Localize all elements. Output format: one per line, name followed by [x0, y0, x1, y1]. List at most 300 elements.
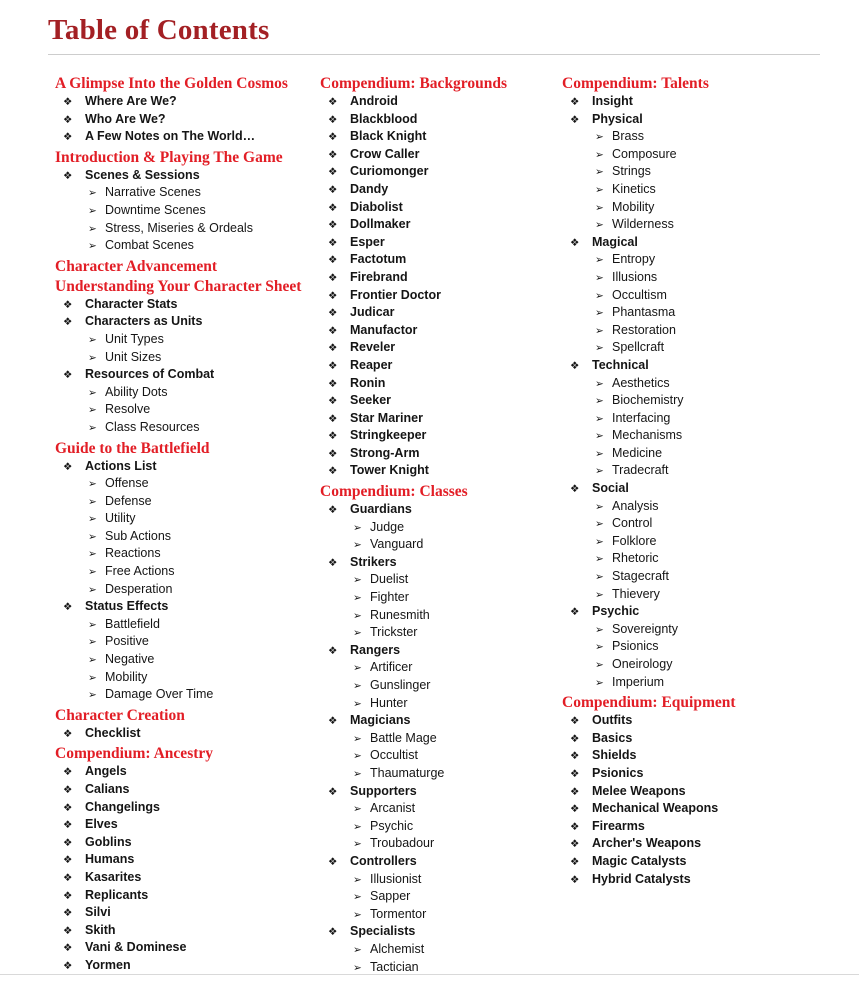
arrow-bullet-icon: ➢ — [595, 254, 604, 267]
toc-entry-label: Outfits — [592, 713, 633, 728]
diamond-bullet-icon: ❖ — [63, 854, 73, 867]
toc-subentry-label: Medicine — [612, 445, 663, 460]
diamond-bullet-icon: ❖ — [328, 465, 338, 478]
arrow-bullet-icon: ➢ — [595, 500, 604, 513]
toc-subentry-label: Strings — [612, 164, 651, 179]
toc-entry-label: Black Knight — [350, 129, 427, 144]
toc-subentry-label: Occultist — [370, 748, 418, 763]
toc-subentry-label: Interfacing — [612, 410, 671, 425]
arrow-bullet-icon: ➢ — [88, 583, 97, 596]
arrow-bullet-icon: ➢ — [595, 201, 604, 214]
toc-subentry-label: Tormentor — [370, 906, 427, 921]
section-heading: Compendium: Backgrounds — [320, 75, 508, 92]
diamond-bullet-icon: ❖ — [328, 644, 338, 657]
diamond-bullet-icon: ❖ — [328, 201, 338, 214]
toc-subentry-label: Sapper — [370, 889, 411, 904]
diamond-bullet-icon: ❖ — [570, 750, 580, 763]
toc-subentry-label: Trickster — [370, 625, 418, 640]
arrow-bullet-icon: ➢ — [595, 183, 604, 196]
arrow-bullet-icon: ➢ — [595, 518, 604, 531]
toc-subentry — [55, 419, 320, 437]
toc-subentry-label: Stagecraft — [612, 569, 669, 584]
toc-subentry-label: Control — [612, 516, 653, 531]
arrow-bullet-icon: ➢ — [88, 689, 97, 702]
toc-entry — [55, 957, 320, 975]
toc-entry-label: Physical — [592, 111, 643, 126]
toc-subentry-label: Kinetics — [612, 181, 656, 196]
toc-subentry-label: Occultism — [612, 287, 667, 302]
diamond-bullet-icon: ❖ — [328, 556, 338, 569]
toc-subentry-label: Combat Scenes — [105, 238, 194, 253]
toc-entry-label: Diabolist — [350, 199, 403, 214]
toc-entry-label: Vani & Dominese — [85, 940, 187, 955]
diamond-bullet-icon: ❖ — [328, 148, 338, 161]
arrow-bullet-icon: ➢ — [353, 697, 362, 710]
section-heading: Compendium: Equipment — [562, 694, 736, 712]
toc-entry-label: Checklist — [85, 725, 141, 740]
diamond-bullet-icon: ❖ — [328, 715, 338, 728]
arrow-bullet-icon: ➢ — [595, 676, 604, 689]
toc-entry — [562, 783, 849, 801]
toc-subentry — [562, 674, 849, 692]
toc-entry-label: Characters as Units — [85, 314, 203, 329]
arrow-bullet-icon: ➢ — [353, 627, 362, 640]
toc-subentry — [55, 493, 320, 511]
toc-entry-label: Kasarites — [85, 869, 142, 884]
toc-entry-label: Skith — [85, 922, 116, 937]
diamond-bullet-icon: ❖ — [328, 289, 338, 302]
diamond-bullet-icon: ❖ — [328, 236, 338, 249]
toc-subentry-label: Artificer — [370, 660, 413, 675]
toc-entry-label: Blackblood — [350, 111, 418, 126]
diamond-bullet-icon: ❖ — [63, 298, 73, 311]
toc-entry-label: Elves — [85, 817, 118, 832]
toc-entry — [562, 603, 849, 621]
toc-subentry-label: Gunslinger — [370, 678, 431, 692]
diamond-bullet-icon: ❖ — [570, 96, 580, 108]
toc-entry — [55, 781, 320, 799]
section-heading: Character Advancement — [55, 257, 218, 275]
toc-subentry — [562, 533, 849, 551]
toc-entry-label: A Few Notes on The World… — [85, 129, 256, 144]
toc-subentry — [320, 800, 562, 818]
diamond-bullet-icon: ❖ — [63, 727, 73, 740]
toc-subentry-label: Offense — [105, 476, 149, 491]
toc-entry-label: Seeker — [350, 393, 392, 408]
arrow-bullet-icon: ➢ — [595, 377, 604, 390]
arrow-bullet-icon: ➢ — [353, 873, 362, 886]
toc-entry-label: Strong-Arm — [350, 445, 420, 460]
toc-subentry — [320, 871, 562, 889]
arrow-bullet-icon: ➢ — [353, 750, 362, 763]
toc-entry-label: Android — [350, 94, 398, 108]
toc-entry-label: Ronin — [350, 375, 386, 390]
toc-entry-label: Star Mariner — [350, 410, 423, 425]
toc-entry — [320, 501, 562, 519]
toc-column-2 — [320, 75, 562, 976]
toc-subentry-label: Thaumaturge — [370, 765, 445, 780]
toc-subentry-label: Brass — [612, 129, 644, 144]
diamond-bullet-icon: ❖ — [570, 785, 580, 798]
diamond-bullet-icon: ❖ — [63, 131, 73, 144]
diamond-bullet-icon: ❖ — [328, 113, 338, 126]
diamond-bullet-icon: ❖ — [63, 316, 73, 329]
toc-entry — [320, 216, 562, 234]
toc-subentry-label: Battle Mage — [370, 730, 437, 745]
diamond-bullet-icon: ❖ — [570, 359, 580, 372]
diamond-bullet-icon: ❖ — [328, 430, 338, 443]
arrow-bullet-icon: ➢ — [353, 662, 362, 675]
toc-entry — [320, 923, 562, 941]
diamond-bullet-icon: ❖ — [63, 801, 73, 814]
toc-entry-label: Social — [592, 481, 629, 496]
diamond-bullet-icon: ❖ — [328, 926, 338, 939]
toc-entry — [55, 128, 320, 146]
toc-entry-label: Goblins — [85, 834, 132, 849]
toc-subentry-label: Positive — [105, 634, 149, 649]
toc-subentry-label: Oneirology — [612, 657, 673, 671]
toc-entry-label: Dandy — [350, 181, 389, 196]
toc-entry — [55, 366, 320, 384]
diamond-bullet-icon: ❖ — [328, 855, 338, 868]
diamond-bullet-icon: ❖ — [63, 819, 73, 832]
toc-entry — [320, 163, 562, 181]
toc-entry — [55, 167, 320, 185]
arrow-bullet-icon: ➢ — [88, 333, 97, 346]
arrow-bullet-icon: ➢ — [353, 539, 362, 552]
toc-entry-label: Reaper — [350, 357, 393, 372]
toc-subentry-label: Phantasma — [612, 305, 676, 320]
arrow-bullet-icon: ➢ — [353, 521, 362, 534]
diamond-bullet-icon: ❖ — [63, 924, 73, 937]
toc-entry-label: Esper — [350, 234, 385, 249]
toc-entry — [320, 853, 562, 871]
toc-entry-label: Magical — [592, 234, 638, 249]
toc-entry — [562, 93, 849, 111]
section-heading: Compendium: Classes — [320, 483, 468, 501]
diamond-bullet-icon: ❖ — [328, 504, 338, 517]
toc-subentry-label: Downtime Scenes — [105, 202, 206, 217]
toc-entry — [320, 251, 562, 269]
diamond-bullet-icon: ❖ — [63, 601, 73, 614]
arrow-bullet-icon: ➢ — [353, 574, 362, 587]
toc-subentry-label: Psionics — [612, 639, 659, 654]
diamond-bullet-icon: ❖ — [63, 369, 73, 382]
toc-entry-label: Supporters — [350, 783, 417, 798]
diamond-bullet-icon: ❖ — [63, 907, 73, 920]
arrow-bullet-icon: ➢ — [595, 148, 604, 161]
diamond-bullet-icon: ❖ — [570, 113, 580, 126]
section-heading: Guide to the Battlefield — [55, 439, 210, 457]
diamond-bullet-icon: ❖ — [328, 307, 338, 320]
toc-subentry — [320, 730, 562, 748]
toc-subentry — [55, 384, 320, 402]
arrow-bullet-icon: ➢ — [595, 571, 604, 584]
toc-subentry — [562, 146, 849, 164]
diamond-bullet-icon: ❖ — [328, 166, 338, 179]
arrow-bullet-icon: ➢ — [88, 495, 97, 508]
toc-subentry — [562, 269, 849, 287]
toc-entry — [562, 111, 849, 129]
toc-entry — [320, 783, 562, 801]
toc-subentry — [562, 163, 849, 181]
toc-entry-label: Status Effects — [85, 599, 169, 614]
toc-subentry-label: Wilderness — [612, 217, 674, 232]
arrow-bullet-icon: ➢ — [595, 307, 604, 320]
diamond-bullet-icon: ❖ — [570, 873, 580, 886]
toc-entry-label: Hybrid Catalysts — [592, 871, 691, 886]
toc-subentry — [320, 536, 562, 554]
toc-entry — [320, 111, 562, 129]
toc-entry-label: Yormen — [85, 957, 131, 972]
toc-entry-label: Angels — [85, 764, 127, 779]
arrow-bullet-icon: ➢ — [595, 166, 604, 179]
toc-entry — [55, 816, 320, 834]
diamond-bullet-icon: ❖ — [570, 236, 580, 249]
toc-entry — [320, 287, 562, 305]
toc-subentry-label: Restoration — [612, 322, 676, 337]
toc-entry — [562, 480, 849, 498]
toc-entry — [320, 339, 562, 357]
arrow-bullet-icon: ➢ — [88, 478, 97, 491]
toc-entry — [562, 765, 849, 783]
arrow-bullet-icon: ➢ — [88, 654, 97, 667]
toc-subentry-label: Stress, Miseries & Ordeals — [105, 220, 253, 235]
diamond-bullet-icon: ❖ — [63, 460, 73, 473]
toc-subentry — [562, 498, 849, 516]
arrow-bullet-icon: ➢ — [595, 588, 604, 601]
arrow-bullet-icon: ➢ — [88, 351, 97, 364]
toc-entry-label: Psychic — [592, 604, 640, 619]
toc-entry-label: Factotum — [350, 252, 407, 267]
toc-entry-label: Reveler — [350, 340, 396, 355]
section-heading: Understanding Your Character Sheet — [55, 277, 302, 295]
toc-subentry-label: Thievery — [612, 586, 660, 601]
toc-subentry — [320, 571, 562, 589]
toc-entry — [55, 869, 320, 887]
arrow-bullet-icon: ➢ — [595, 271, 604, 284]
toc-subentry-label: Unit Sizes — [105, 349, 162, 364]
toc-entry — [562, 800, 849, 818]
toc-entry-label: Technical — [592, 357, 649, 372]
toc-subentry-label: Illusions — [612, 269, 658, 284]
arrow-bullet-icon: ➢ — [353, 767, 362, 780]
diamond-bullet-icon: ❖ — [570, 803, 580, 816]
arrow-bullet-icon: ➢ — [595, 430, 604, 443]
arrow-bullet-icon: ➢ — [595, 465, 604, 478]
toc-subentry — [55, 510, 320, 528]
toc-entry-label: Rangers — [350, 642, 401, 657]
diamond-bullet-icon: ❖ — [63, 784, 73, 796]
toc-subentry-label: Tactician — [370, 959, 419, 974]
section-heading: A Glimpse Into the Golden Cosmos — [55, 75, 288, 92]
toc-subentry-label: Aesthetics — [612, 375, 670, 390]
toc-entry — [320, 93, 562, 111]
toc-entry — [562, 853, 849, 871]
toc-subentry — [320, 519, 562, 537]
diamond-bullet-icon: ❖ — [570, 715, 580, 728]
arrow-bullet-icon: ➢ — [88, 548, 97, 561]
arrow-bullet-icon: ➢ — [595, 395, 604, 408]
toc-entry-label: Actions List — [85, 458, 157, 473]
toc-entry-label: Manufactor — [350, 322, 418, 337]
toc-subentry — [562, 199, 849, 217]
diamond-bullet-icon: ❖ — [63, 169, 73, 182]
toc-subentry — [562, 445, 849, 463]
toc-entry — [320, 712, 562, 730]
toc-entry-label: Dollmaker — [350, 217, 411, 232]
diamond-bullet-icon: ❖ — [63, 889, 73, 902]
arrow-bullet-icon: ➢ — [353, 592, 362, 605]
toc-entry-label: Scenes & Sessions — [85, 167, 200, 182]
toc-entry-label: Replicants — [85, 887, 149, 902]
diamond-bullet-icon: ❖ — [63, 96, 73, 108]
toc-entry — [320, 269, 562, 287]
toc-entry-label: Strikers — [350, 554, 397, 569]
arrow-bullet-icon: ➢ — [595, 659, 604, 671]
toc-entry — [55, 887, 320, 905]
toc-entry — [562, 835, 849, 853]
arrow-bullet-icon: ➢ — [353, 803, 362, 816]
toc-entry-label: Who Are We? — [85, 111, 166, 126]
toc-entry — [55, 93, 320, 111]
toc-subentry — [320, 589, 562, 607]
toc-entry — [55, 834, 320, 852]
arrow-bullet-icon: ➢ — [595, 342, 604, 355]
toc-subentry-label: Mobility — [105, 669, 148, 684]
diamond-bullet-icon: ❖ — [63, 871, 73, 884]
arrow-bullet-icon: ➢ — [88, 618, 97, 631]
toc-subentry — [55, 184, 320, 202]
toc-subentry — [562, 287, 849, 305]
toc-subentry — [562, 251, 849, 269]
toc-subentry-label: Tradecraft — [612, 463, 669, 478]
diamond-bullet-icon: ❖ — [63, 113, 73, 126]
toc-subentry — [320, 818, 562, 836]
arrow-bullet-icon: ➢ — [88, 671, 97, 684]
diamond-bullet-icon: ❖ — [328, 219, 338, 232]
diamond-bullet-icon: ❖ — [63, 836, 73, 849]
toc-entry-label: Changelings — [85, 799, 161, 814]
toc-entry — [562, 234, 849, 252]
arrow-bullet-icon: ➢ — [353, 732, 362, 745]
toc-entry — [562, 712, 849, 730]
toc-entry — [55, 939, 320, 957]
toc-entry — [562, 730, 849, 748]
toc-subentry — [562, 427, 849, 445]
toc-entry — [320, 445, 562, 463]
toc-subentry — [55, 563, 320, 581]
toc-entry — [320, 322, 562, 340]
toc-subentry — [55, 475, 320, 493]
arrow-bullet-icon: ➢ — [88, 204, 97, 217]
toc-entry-label: Firearms — [592, 818, 645, 833]
toc-subentry-label: Damage Over Time — [105, 687, 214, 702]
toc-entry — [320, 410, 562, 428]
toc-entry-label: Firebrand — [350, 269, 408, 284]
toc-subentry-label: Rhetoric — [612, 551, 659, 566]
arrow-bullet-icon: ➢ — [595, 447, 604, 460]
toc-subentry-label: Alchemist — [370, 941, 425, 956]
toc-subentry-label: Judge — [370, 519, 405, 534]
diamond-bullet-icon: ❖ — [328, 377, 338, 390]
toc-entry — [320, 642, 562, 660]
toc-subentry-label: Mobility — [612, 199, 655, 214]
toc-entry-label: Magic Catalysts — [592, 853, 687, 868]
section-heading: Introduction & Playing The Game — [55, 148, 283, 166]
toc-subentry-label: Utility — [105, 511, 136, 526]
toc-entry — [320, 181, 562, 199]
toc-entry — [55, 725, 320, 743]
toc-entry — [55, 458, 320, 476]
toc-subentry — [562, 392, 849, 410]
diamond-bullet-icon: ❖ — [570, 483, 580, 496]
arrow-bullet-icon: ➢ — [595, 131, 604, 144]
toc-subentry-label: Ability Dots — [105, 384, 168, 399]
toc-subentry-label: Composure — [612, 146, 677, 161]
toc-subentry — [562, 638, 849, 656]
toc-entry — [55, 922, 320, 940]
toc-subentry — [562, 462, 849, 480]
toc-subentry — [562, 568, 849, 586]
toc-subentry-label: Battlefield — [105, 616, 160, 631]
toc-entry — [320, 392, 562, 410]
diamond-bullet-icon: ❖ — [328, 342, 338, 355]
diamond-bullet-icon: ❖ — [63, 959, 73, 972]
toc-subentry-label: Hunter — [370, 695, 408, 710]
toc-subentry-label: Spellcraft — [612, 340, 665, 355]
toc-subentry-label: Folklore — [612, 533, 657, 548]
arrow-bullet-icon: ➢ — [353, 838, 362, 851]
toc-entry-label: Humans — [85, 852, 135, 867]
toc-subentry — [562, 322, 849, 340]
toc-entry-label: Controllers — [350, 853, 417, 868]
toc-subentry — [562, 515, 849, 533]
toc-subentry-label: Defense — [105, 493, 152, 508]
arrow-bullet-icon: ➢ — [595, 641, 604, 654]
toc-entry — [562, 357, 849, 375]
toc-entry — [320, 128, 562, 146]
arrow-bullet-icon: ➢ — [595, 219, 604, 232]
toc-subentry — [562, 586, 849, 604]
diamond-bullet-icon: ❖ — [328, 131, 338, 144]
arrow-bullet-icon: ➢ — [353, 820, 362, 833]
toc-entry-label: Resources of Combat — [85, 367, 215, 382]
toc-entry-label: Where Are We? — [85, 94, 177, 108]
toc-subentry — [55, 651, 320, 669]
toc-subentry — [55, 545, 320, 563]
toc-entry-label: Curiomonger — [350, 164, 429, 179]
toc-entry — [320, 462, 562, 480]
toc-subentry-label: Entropy — [612, 252, 656, 267]
toc-entry — [562, 818, 849, 836]
arrow-bullet-icon: ➢ — [595, 535, 604, 548]
arrow-bullet-icon: ➢ — [88, 404, 97, 417]
toc-entry-label: Archer's Weapons — [592, 836, 702, 851]
diamond-bullet-icon: ❖ — [570, 767, 580, 780]
toc-subentry — [562, 550, 849, 568]
toc-entry — [320, 146, 562, 164]
toc-subentry — [320, 624, 562, 642]
toc-entry — [320, 304, 562, 322]
toc-entry — [55, 763, 320, 781]
page-title: Table of Contents — [48, 14, 270, 46]
toc-entry — [55, 598, 320, 616]
toc-subentry — [55, 633, 320, 651]
toc-subentry-label: Negative — [105, 652, 155, 667]
toc-entry-label: Specialists — [350, 924, 416, 939]
toc-entry-label: Basics — [592, 730, 633, 745]
